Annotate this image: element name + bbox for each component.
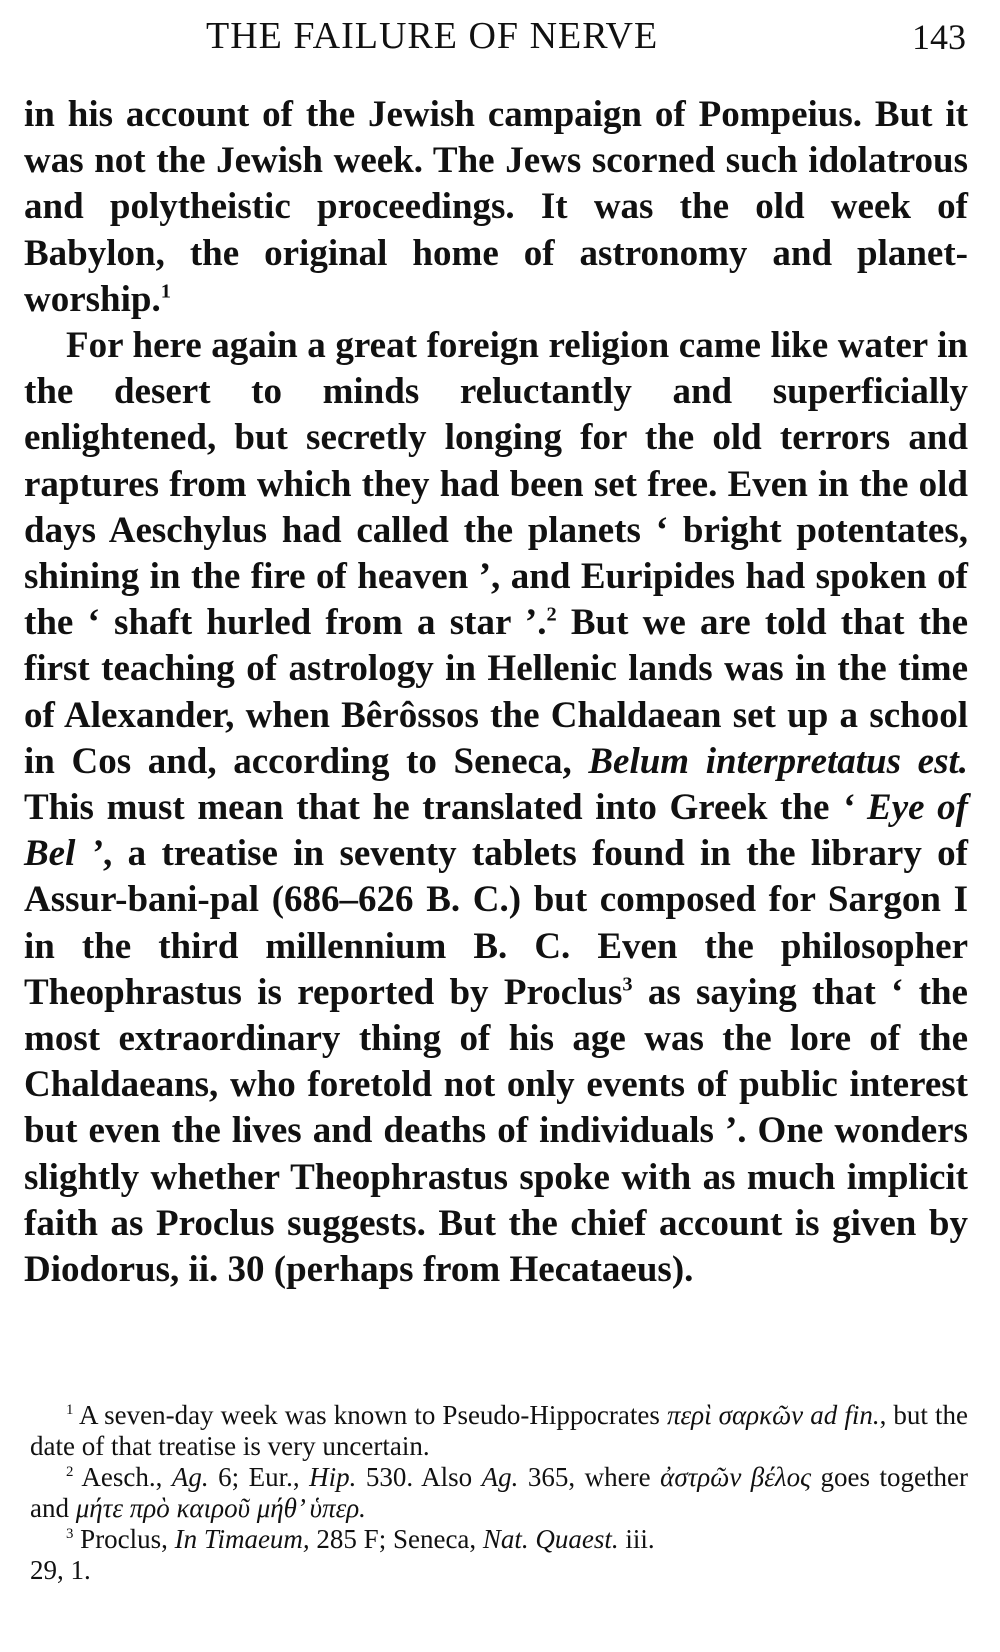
paragraph-text: But we are told that the first teaching of astrology in Hellenic lands was in the time of Alexander, when Bêrôssos the Chaldaean set up a school in Cos and, according to Seneca,: [24, 602, 968, 782]
footnote-3-continued: [30, 1555, 968, 1586]
footnote-text: 365, where: [518, 1462, 661, 1492]
footnote-mark: 3: [66, 1526, 74, 1542]
footnote-text: Aesch.,: [73, 1462, 172, 1492]
italic-ref: Nat. Quaest.: [482, 1524, 619, 1554]
footnote-mark: 2: [66, 1464, 74, 1480]
paragraph-continued: [24, 92, 968, 323]
greek-phrase: περὶ σαρκῶν: [666, 1400, 804, 1430]
footnote-text: 29, 1.: [30, 1555, 91, 1585]
footnote-ref-1: 1: [160, 280, 171, 303]
running-title: THE FAILURE OF NERVE: [206, 15, 659, 57]
italic-title: ‘ Eye of Bel ’: [24, 787, 968, 875]
paragraph-text: in his account of the Jewish campaign of Pompeius. But it was not the Jewish week. The Jews scorned such idolatrous and polytheistic proceedings. It was the old week of Babylon, the original home of astronomy and planet-worship.: [24, 94, 968, 320]
greek-phrase: ἀστρῶν βέλος: [660, 1462, 812, 1492]
footnote-text: Proclus,: [73, 1524, 175, 1554]
footnotes: [30, 1400, 968, 1586]
running-head: [26, 14, 966, 64]
paragraph-text: For here again a great foreign religion came like water in the desert to minds reluctantly and superficially enlightened, but secretly longing for the old terrors and raptures from which they had been set free. Even in the old days Aeschylus had called the planets ‘ bright potentates, shining in the fire of heaven ’, and Euripides had spoken of the ‘ shaft hurled from a star ’.: [24, 325, 968, 644]
page-number: 143: [912, 17, 966, 57]
footnote-text: , but the date of that treatise is very uncertain.: [30, 1400, 968, 1461]
reference-letter: F: [363, 1524, 379, 1554]
italic-ref: Hip.: [309, 1462, 357, 1492]
footnote-ref-3: 3: [622, 973, 633, 996]
paragraph-text: ) but composed for Sargon I in the third millennium: [24, 879, 968, 967]
footnote-2: [30, 1462, 968, 1524]
footnote-text: A seven-day week was known to Pseudo-Hippocrates: [73, 1400, 667, 1430]
footnote-text: iii.: [618, 1524, 655, 1554]
italic-phrase: ad fin.: [810, 1400, 880, 1430]
italic-ref: Ag.: [481, 1462, 519, 1492]
paragraph-text: Even the philosopher Theophrastus is reported by Proclus: [24, 925, 968, 1013]
era-abbreviation: B. C.: [426, 879, 509, 921]
italic-ref: In Timaeum,: [174, 1524, 310, 1554]
body-text: [24, 92, 968, 1293]
paragraph-text: , a treatise in seventy tablets found in the library of Assur-bani-pal (686–626: [24, 833, 968, 921]
paragraph-astrology: [24, 323, 968, 1293]
footnote-text: 6; Eur.,: [208, 1462, 310, 1492]
footnote-text: goes together and: [30, 1462, 968, 1523]
footnote-mark: 1: [66, 1402, 74, 1418]
italic-ref: Ag.: [171, 1462, 209, 1492]
footnote-1: [30, 1400, 968, 1462]
footnote-text: 530. Also: [356, 1462, 482, 1492]
greek-phrase: μήτε πρὸ καιροῦ μήθ’ ὑπερ.: [75, 1493, 366, 1523]
footnote-3: [30, 1524, 968, 1555]
paragraph-text: as saying that ‘ the most extraordinary thing of his age was the lore of the Chaldaeans, who foretold not only events of public interest but even the lives and deaths of individuals ’. One wonders slightly whether Theophrastus spoke with as much implicit faith as Proclus suggests. But the chief account is given by Diodorus, ii. 30 (perhaps from Hecataeus).: [24, 971, 968, 1291]
footnote-ref-2: 2: [546, 603, 557, 626]
footnote-text: 285: [309, 1524, 364, 1554]
paragraph-text: This must mean that he translated into Greek the: [24, 787, 843, 829]
era-abbreviation: B. C.: [473, 925, 571, 967]
italic-phrase: Belum interpretatus est.: [588, 740, 969, 782]
footnote-text: ; Seneca,: [378, 1524, 483, 1554]
